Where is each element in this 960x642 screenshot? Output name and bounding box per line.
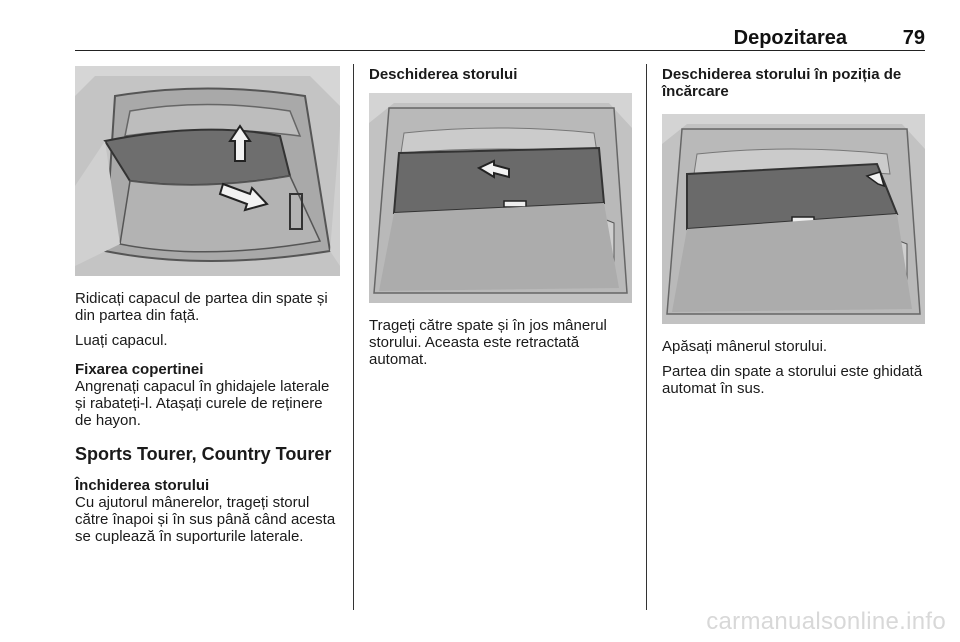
- paragraph: Partea din spate a storului este ghidată automat în sus.: [662, 363, 923, 397]
- figure-opening-cover: [369, 93, 632, 303]
- column-2: [369, 66, 632, 368]
- page-number: 79: [902, 27, 925, 49]
- paragraph: Apăsați mânerul storului.: [662, 338, 828, 355]
- figure-loading-position: [662, 114, 925, 324]
- subheading: Închiderea storului: [75, 477, 210, 494]
- loading-position-illustration: [662, 114, 925, 324]
- section-heading: Sports Tourer, Country Tourer: [75, 444, 332, 464]
- cover-open-illustration: [369, 93, 632, 303]
- column-1: [75, 66, 340, 545]
- subheading: Fixarea copertinei: [75, 361, 204, 378]
- page-header: [75, 22, 925, 51]
- figure-cover-removal: [75, 66, 340, 276]
- column-divider: [646, 64, 647, 610]
- paragraph: Cu ajutorul mânerelor, trageți storul către înapoi și în sus până când acesta se cuplează în suporturile laterale.: [75, 494, 336, 545]
- column-divider: [353, 64, 354, 610]
- paragraph: Angrenați capacul în ghidajele laterale și rabateți-l. Atașați curele de reținere de hayon.: [75, 378, 330, 429]
- paragraph: Ridicați capacul de partea din spate și din partea din față.: [75, 290, 328, 324]
- paragraph: Luați capacul.: [75, 332, 168, 349]
- subheading: Deschiderea storului în poziția de încărcare: [662, 66, 902, 100]
- cargo-cover-illustration: [75, 66, 340, 276]
- paragraph: Trageți către spate și în jos mânerul storului. Aceasta este retractată automat.: [369, 317, 607, 368]
- column-3: [662, 66, 925, 397]
- watermark: carmanualsonline.info: [706, 608, 946, 635]
- chapter-title: Depozitarea: [733, 27, 847, 49]
- subheading: Deschiderea storului: [369, 66, 518, 83]
